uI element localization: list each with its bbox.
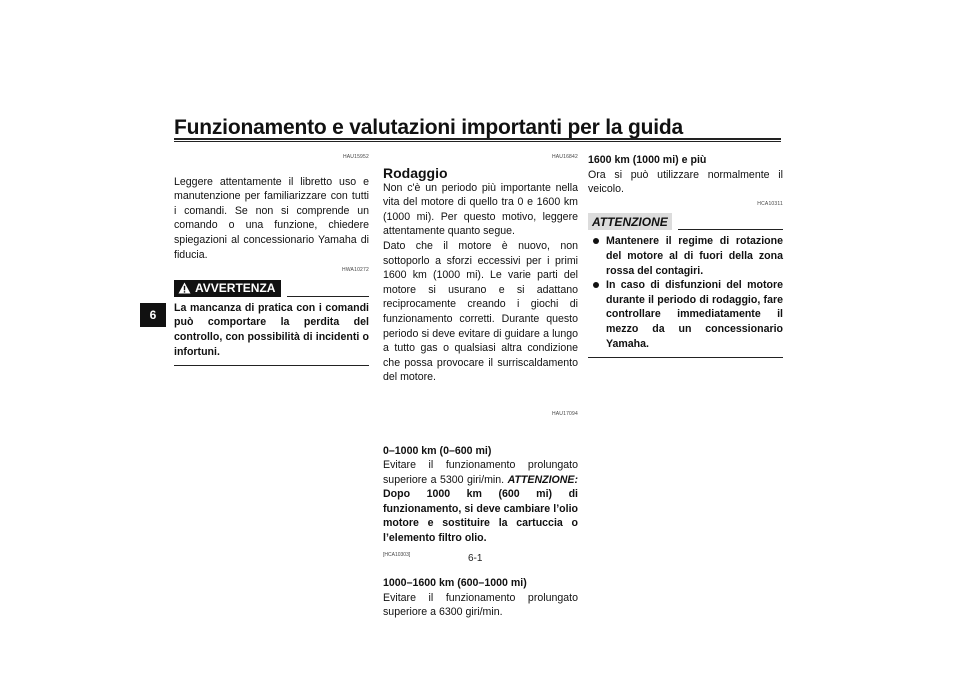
intro-paragraph: Leggere attentamente il libretto uso e manutenzione per familiarizzare con tutti i comandi. Se non si comprende un comando o una funzione, chiedere spiegazioni al concessionario Yamaha di fiducia. (174, 175, 369, 261)
notice-item: Mantenere il regime di rotazione del motore al di fuori della zona rossa del contagiri. (588, 234, 783, 278)
break-in-paragraph-2: Dato che il motore è nuovo, non sottoporlo a sforzi eccessivi per i primi 1600 km (1000 mi). Le varie parti del motore si usurano e si adattano reciprocamente creando i giochi di funzionamento corretti. Durante questo periodo si deve evitare di guidare a lungo a tutto gas o qualsiasi altra condizione che possa provocare il surriscaldamento del motore. (383, 239, 578, 384)
range-heading-1: 0–1000 km (0–600 mi) (383, 444, 492, 457)
notice-rule (678, 229, 783, 230)
section-code: HAU16842 (551, 154, 578, 160)
range-text-2: Evitare il funzionamento prolungato superiore a 6300 giri/min. (383, 591, 578, 619)
column-break-in (383, 150, 578, 620)
notice-badge (588, 213, 672, 230)
attention-inline-label: ATTENZIONE: (507, 473, 578, 486)
page-number: 6-1 (468, 553, 483, 564)
chapter-tab (140, 303, 166, 327)
section-code: HAU15952 (342, 154, 369, 160)
column-after-break-in (588, 150, 783, 358)
warning-text: La mancanza di pratica con i comandi può comportare la perdita del controllo, con possibilità di incidenti o infortuni. (174, 301, 369, 358)
range-text-3: Ora si può utilizzare normalmente il veicolo. (588, 168, 783, 196)
warning-label: AVVERTENZA (195, 280, 276, 295)
column-intro (174, 150, 369, 366)
notice-end-rule (588, 357, 783, 358)
range-heading-2: 1000–1600 km (600–1000 mi) (383, 577, 527, 590)
attention-inline-text: Dopo 1000 km (600 mi) di funzionamento, si deve cambiare l’olio motore e sostituire la cartuccia o l’elemento filtro olio. (383, 488, 578, 545)
notice-label: ATTENZIONE (592, 214, 668, 229)
title-double-rule (174, 138, 781, 142)
notice-list (588, 234, 783, 351)
warning-header (174, 280, 369, 297)
page-title: Funzionamento e valutazioni importanti per la guida (174, 116, 684, 139)
chapter-number: 6 (149, 308, 157, 322)
notice-item: In caso di disfunzioni del motore durante il periodo di rodaggio, fare controllare immediatamente il mezzo da un concessionario Yamaha. (588, 278, 783, 351)
range-text-1 (383, 458, 578, 546)
notice-code: HCA10311 (757, 200, 783, 207)
range-text-1-body: Evitare il funzionamento prolungato superiore a 5300 giri/min. (383, 459, 578, 486)
range-heading-3: 1600 km (1000 mi) e più (588, 154, 707, 166)
break-in-paragraph-1: Non c'è un periodo più importante nella vita del motore di quello tra 0 e 1600 km (1000 mi). Per questo motivo, leggere attentamente quanto segue. (383, 181, 578, 238)
section-heading-rodaggio: Rodaggio (383, 164, 448, 181)
notice-header (588, 213, 783, 230)
section-code-2: HAU17094 (551, 410, 578, 417)
warning-rule (287, 296, 369, 297)
warning-badge (174, 280, 281, 297)
warning-end-rule (174, 365, 369, 366)
warning-triangle-icon (178, 282, 191, 294)
notice-code: [HCA10303] (383, 551, 411, 558)
warning-code: HWA10272 (342, 267, 369, 274)
